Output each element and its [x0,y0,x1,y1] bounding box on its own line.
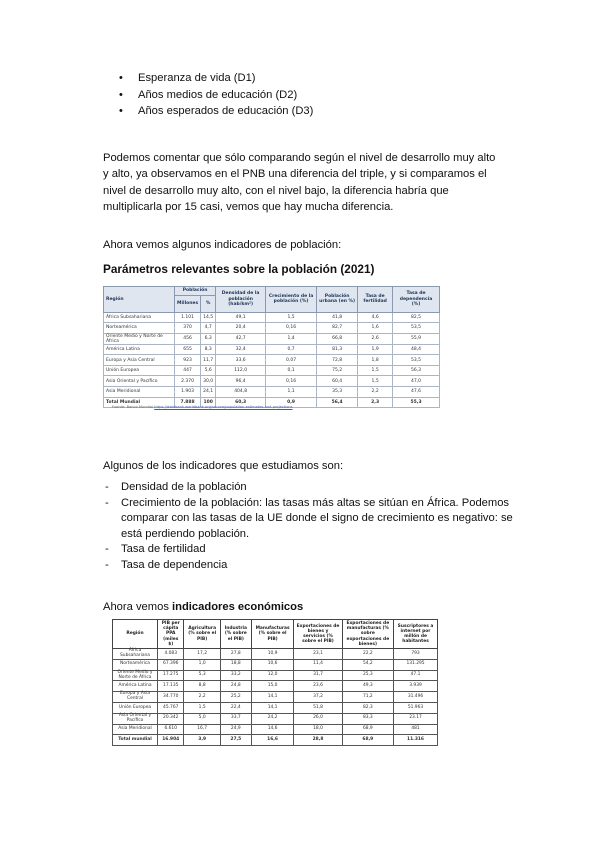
table-row [113,649,438,660]
col-fertilidad: Tasa de fertilidad [358,287,393,313]
value-cell: 100 [201,397,216,408]
value-cell: 456 [175,333,201,344]
value-cell: 31,7 [294,670,342,681]
region-cell: Unión Europea [113,703,158,714]
value-cell: 404,8 [216,387,266,398]
value-cell: 112,0 [216,365,266,376]
value-cell: 1,8 [358,355,393,366]
value-cell: 81,3 [317,344,358,355]
value-cell: 20,4 [216,323,266,334]
value-cell: 0,16 [266,323,317,334]
value-cell: 34.770 [158,692,184,703]
value-cell: 8,3 [201,344,216,355]
value-cell: 82,5 [393,312,440,323]
table-row [104,312,440,323]
value-cell: 14,6 [251,724,294,735]
region-cell: Unión Europea [104,365,175,376]
table-row [104,355,440,366]
value-cell: 18,0 [294,724,342,735]
value-cell: 68,9 [342,735,393,746]
table-header-cell: Suscriptores a internet por millón de habitantes [394,620,438,649]
value-cell: 16.904 [158,735,184,746]
population-heading: Parámetros relevantes sobre la población (2021) [103,262,375,276]
value-cell: 27,5 [220,735,251,746]
value-cell: 41,8 [317,312,358,323]
value-cell: 37,2 [294,692,342,703]
indicator-item: - Densidad de la población [103,480,523,496]
indicator-item: - Tasa de fertilidad [103,542,523,558]
table-header-cell: Industria (% sobre el PIB) [220,620,251,649]
value-cell: 49,3 [342,681,393,692]
value-cell: 2,2 [358,387,393,398]
table-row [113,681,438,692]
table-header-cell: Exportaciones de bienes y servicios (% sobre el PIB) [294,620,342,649]
value-cell: 11.316 [394,735,438,746]
value-cell: 2.370 [175,376,201,387]
comparison-paragraph: Podemos comentar que sólo comparando según el nivel de desarrollo muy alto y alto, ya observamos en el PNB una diferencia del triple, y si comparamos el nivel de desarrollo muy alto, con el nivel bajo, la diferencia habría que multiplicarla por 15 casi, vemos que hay mucha diferencia. [103,152,496,213]
value-cell: 11,7 [201,355,216,366]
table-header-cell: Manufacturas (% sobre el PIB) [251,620,294,649]
value-cell: 2,2 [184,692,220,703]
value-cell: 47.1 [394,670,438,681]
value-cell: 67.396 [158,659,184,670]
source-link[interactable]: https://databank.worldbank.org/source/population-estimates-and-projections [154,405,293,409]
col-crecimiento: Crecimiento de la población (%) [266,287,317,313]
value-cell: 71,2 [342,692,393,703]
value-cell: 0,07 [266,355,317,366]
value-cell: 5,3 [184,670,220,681]
value-cell: 72,8 [317,355,358,366]
value-cell: 4,6 [358,312,393,323]
region-cell: Asia Oriental y Pacífico [104,376,175,387]
value-cell: 1,5 [358,365,393,376]
value-cell: 481 [394,724,438,735]
value-cell: 0,1 [266,365,317,376]
value-cell: 82,7 [317,323,358,334]
population-intro: Ahora vemos algunos indicadores de población: [103,239,342,251]
value-cell: 14,1 [251,692,294,703]
indicators-list [103,480,523,573]
indicator-item: - Crecimiento de la población: las tasas más altas se sitúan en África. Podemos comparar con las tasas de la UE donde el signo de crecimiento es negativo: se está perdiendo población. [103,496,523,543]
region-cell: Asia Meridional [104,387,175,398]
value-cell: 66,8 [317,333,358,344]
value-cell: 370 [175,323,201,334]
bullet-item: • Años medios de educación (D2) [117,87,313,104]
region-cell: Oriente Medio y Norte de África [113,670,158,681]
value-cell: 6,3 [201,333,216,344]
value-cell: 1.903 [175,387,201,398]
value-cell: 60,3 [216,397,266,408]
table-header-cell: Exportaciones de manufacturas (% sobre exportaciones de bienes) [342,620,393,649]
value-cell: 47,0 [393,376,440,387]
value-cell: 131.295 [394,659,438,670]
col-pct: % [201,295,216,312]
index-bullet-list [117,70,313,120]
value-cell: 17.135 [158,681,184,692]
value-cell: 14,1 [251,703,294,714]
value-cell: 10,9 [251,649,294,660]
population-table [103,286,440,408]
value-cell: 33,6 [216,355,266,366]
value-cell: 60,4 [317,376,358,387]
value-cell: 5,0 [184,713,220,724]
value-cell: 10,6 [251,659,294,670]
value-cell: 923 [175,355,201,366]
table-row [113,724,438,735]
value-cell: 1.101 [175,312,201,323]
table-total-row [113,735,438,746]
value-cell: 1,1 [266,387,317,398]
value-cell: 82,3 [342,703,393,714]
economic-table [112,619,438,746]
value-cell: 56,4 [317,397,358,408]
value-cell: 75,2 [317,365,358,376]
value-cell: 16,7 [184,724,220,735]
value-cell: 17,2 [184,649,220,660]
value-cell: 33,7 [220,713,251,724]
value-cell: 5,6 [201,365,216,376]
value-cell: 31.496 [394,692,438,703]
value-cell: 54,2 [342,659,393,670]
value-cell: 53,5 [393,355,440,366]
table-row [104,387,440,398]
value-cell: 655 [175,344,201,355]
value-cell: 24,1 [201,387,216,398]
col-dependencia: Tasa de dependencia (%) [393,287,440,313]
value-cell: 3.939 [394,681,438,692]
col-densidad: Densidad de la población (hab/km²) [216,287,266,313]
table-header-cell: PIB per cápita PPA (miles $) [158,620,184,649]
value-cell: 26,0 [294,713,342,724]
value-cell: 7.888 [175,397,201,408]
value-cell: 83,3 [342,713,393,724]
value-cell: 3,9 [184,735,220,746]
value-cell: 96,4 [216,376,266,387]
table-row [113,670,438,681]
economic-intro [103,599,303,615]
indicators-intro: Algunos de los indicadores que estudiamos son: [103,460,344,472]
value-cell: 1,4 [266,333,317,344]
economic-intro-bold: indicadores económicos [172,601,304,613]
col-millones: Millones [175,295,201,312]
value-cell: 30,0 [201,376,216,387]
population-source [112,405,293,409]
table-row [113,692,438,703]
value-cell: 42,7 [216,333,266,344]
value-cell: 28,8 [294,735,342,746]
col-region: Región [104,287,175,313]
table-header-cell: Agricultura (% sobre el PIB) [184,620,220,649]
value-cell: 1,9 [358,344,393,355]
value-cell: 51,8 [294,703,342,714]
value-cell: 0,9 [266,397,317,408]
value-cell: 12,0 [251,670,294,681]
table-row [113,713,438,724]
value-cell: 447 [175,365,201,376]
value-cell: 23,6 [294,681,342,692]
value-cell: 47,6 [393,387,440,398]
value-cell: 25,2 [220,692,251,703]
value-cell: 56,3 [393,365,440,376]
region-cell: América Latina [104,344,175,355]
region-cell: África Subsahariana [104,312,175,323]
value-cell: 793 [394,649,438,660]
value-cell: 1,5 [266,312,317,323]
value-cell: 55,3 [393,397,440,408]
table-row [113,659,438,670]
value-cell: 14,5 [201,312,216,323]
table-row [113,703,438,714]
value-cell: 27,8 [220,649,251,660]
value-cell: 6.610 [158,724,184,735]
value-cell: 33,2 [220,670,251,681]
region-cell: África Subsahariana [113,649,158,660]
value-cell: 20.342 [158,713,184,724]
col-poblacion: Población [175,287,216,296]
indicator-item: - Tasa de dependencia [103,558,523,574]
value-cell: 15,0 [251,681,294,692]
value-cell: 1,0 [184,659,220,670]
region-cell: Norteamérica [104,323,175,334]
table-row [104,344,440,355]
value-cell: 11,4 [294,659,342,670]
value-cell: 18,8 [220,659,251,670]
table-row [104,323,440,334]
value-cell: 17.275 [158,670,184,681]
region-cell: Europa y Asia Central [113,692,158,703]
value-cell: 68,9 [342,724,393,735]
value-cell: 2,3 [358,397,393,408]
table-header-cell: Región [113,620,158,649]
value-cell: 0,7 [266,344,317,355]
value-cell: 22,2 [342,649,393,660]
region-cell: Oriente Medio y Norte de África [104,333,175,344]
value-cell: 8,8 [184,681,220,692]
table-row [104,376,440,387]
table-row [104,333,440,344]
region-cell: Europa y Asia Central [104,355,175,366]
value-cell: 51.963 [394,703,438,714]
value-cell: 55,9 [393,333,440,344]
col-urbana: Población urbana (en %) [317,287,358,313]
value-cell: 2,6 [358,333,393,344]
value-cell: 0,16 [266,376,317,387]
value-cell: 24,8 [220,681,251,692]
value-cell: 32,4 [216,344,266,355]
source-label: Fuente: Banco Mundial [112,405,154,409]
value-cell: 48,4 [393,344,440,355]
value-cell: 22,4 [220,703,251,714]
region-cell: Asia Oriental y Pacífico [113,713,158,724]
value-cell: 4,7 [201,323,216,334]
value-cell: 53,5 [393,323,440,334]
region-cell: Total mundial [113,735,158,746]
table-row [104,365,440,376]
region-cell: Asia Meridional [113,724,158,735]
economic-intro-prefix: Ahora vemos [103,601,173,613]
value-cell: 24,9 [220,724,251,735]
value-cell: 1,5 [184,703,220,714]
value-cell: 16,6 [251,735,294,746]
region-cell: Total Mundial [104,397,175,408]
region-cell: América Latina [113,681,158,692]
value-cell: 24,2 [251,713,294,724]
value-cell: 45.767 [158,703,184,714]
value-cell: 1,5 [358,376,393,387]
value-cell: 1,6 [358,323,393,334]
bullet-item: • Esperanza de vida (D1) [117,70,313,87]
value-cell: 35,3 [317,387,358,398]
value-cell: 49,1 [216,312,266,323]
value-cell: 23.17 [394,713,438,724]
region-cell: Norteamérica [113,659,158,670]
bullet-item: • Años esperados de educación (D3) [117,103,313,120]
value-cell: 23,1 [294,649,342,660]
value-cell: 25,3 [342,670,393,681]
value-cell: 4.083 [158,649,184,660]
